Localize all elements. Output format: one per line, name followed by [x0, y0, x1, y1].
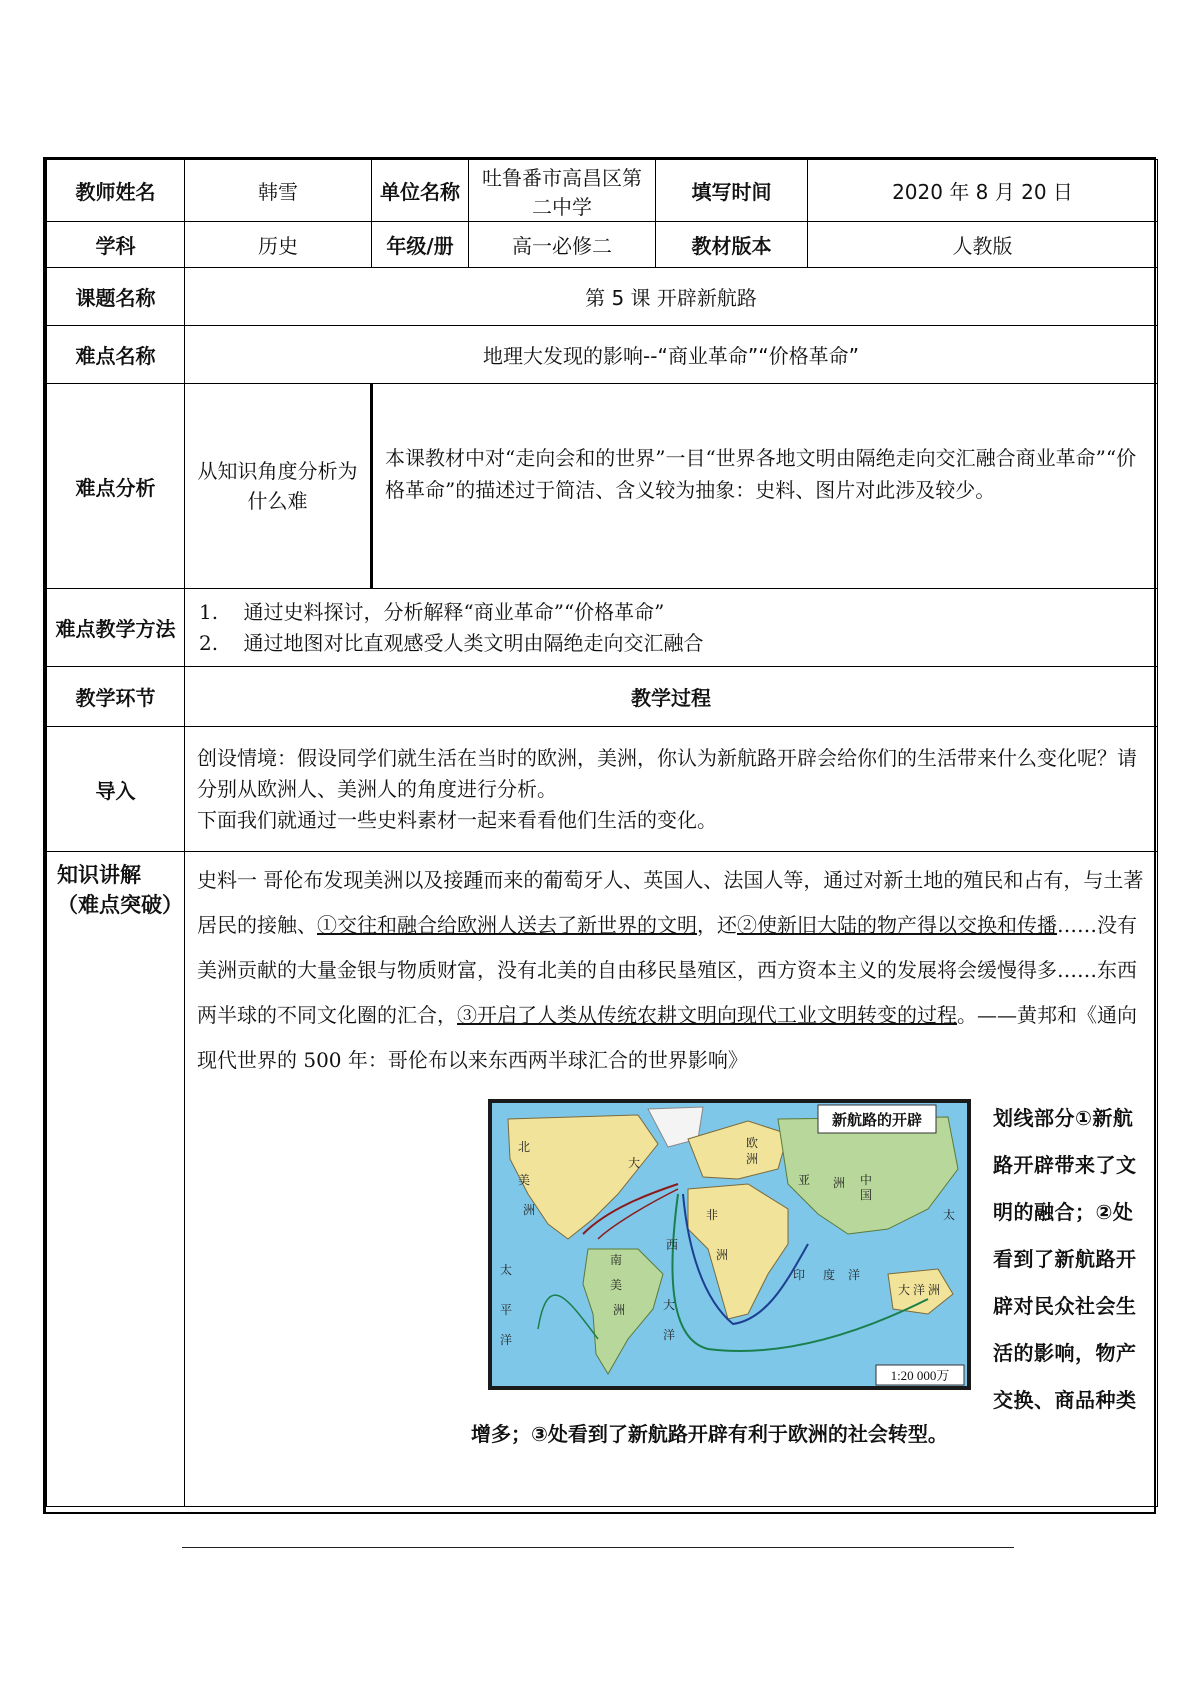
- knowledge-text-b: ，还: [697, 913, 737, 937]
- map-label-18: 大: [663, 1298, 676, 1312]
- map-label-11: 洲: [716, 1248, 729, 1262]
- map-label-14: 洲: [613, 1303, 626, 1317]
- map-title: 新航路的开辟: [831, 1112, 923, 1129]
- intro-text-1: 创设情境：假设同学们就生活在当时的欧洲，美洲，你认为新航路开辟会给你们的生活带来什么变化呢？请分别从欧洲人、美洲人的角度进行分析。: [197, 745, 1137, 801]
- header-row-2: [47, 222, 1158, 268]
- map-label-5: 洲: [746, 1152, 759, 1166]
- knowledge-label-line2: （难点突破）: [57, 893, 183, 917]
- map-label-8: 中: [860, 1173, 873, 1187]
- map-label-0: 北: [518, 1140, 531, 1154]
- header-row-1: [47, 160, 1158, 222]
- map-label-10: 非: [706, 1208, 719, 1222]
- footer-divider: [182, 1547, 1014, 1548]
- intro-text-2: 下面我们就通过一些史料素材一起来看看他们生活的变化。: [197, 807, 717, 832]
- map-label-16: 平: [500, 1303, 513, 1317]
- note-line-1: 划线部分①新航: [993, 1106, 1134, 1130]
- map-label-7: 洲: [833, 1176, 846, 1190]
- map-label-12: 南: [610, 1253, 623, 1267]
- date-label: 填写时间: [656, 160, 808, 222]
- difficulty-label: 难点名称: [47, 326, 185, 384]
- analysis-label: 难点分析: [47, 384, 185, 589]
- intro-row: [47, 727, 1158, 852]
- map-scale: 1:20 000万: [890, 1368, 950, 1383]
- note-line-3: 明的融合；②处: [993, 1200, 1134, 1224]
- teacher-label: 教师姓名: [47, 160, 185, 222]
- map-side-note: [993, 1095, 1141, 1424]
- grade-value: 高一必修二: [469, 222, 656, 268]
- analysis-row: [47, 384, 1158, 589]
- map-label-25: 洋: [913, 1283, 926, 1297]
- analysis-sublabel-line1: 从知识角度分析为: [197, 459, 358, 483]
- unit-value: [469, 160, 656, 222]
- knowledge-text-a: 史料一 哥伦布发现美洲以及接踵而来的葡萄牙人、英国人、法国人等，通过对新土地的殖民和占有，与土著居民的接触、: [197, 868, 1144, 937]
- note-line-6: 活的影响，物产: [993, 1341, 1137, 1365]
- textbook-label: 教材版本: [656, 222, 808, 268]
- analysis-text: 本课教材中对“走向会和的世界”一目“世界各地文明由隔绝走向交汇融合商业革命”“价格革命”的描述过于简洁、含义较为抽象：史料、图片对此涉及较少。: [385, 446, 1137, 502]
- process-header-row: [47, 667, 1158, 727]
- analysis-text-cell: [372, 384, 1158, 589]
- method-item-1: 1. 通过史料探讨，分析解释“商业革命”“价格革命”: [199, 599, 665, 624]
- map-label-19: 西: [666, 1238, 679, 1252]
- unit-value-line1: 吐鲁番市高昌区第: [482, 165, 642, 190]
- topic-value: 第 5 课 开辟新航路: [185, 268, 1158, 326]
- voyages-map-svg: [488, 1099, 971, 1390]
- date-value: 2020 年 8 月 20 日: [808, 160, 1158, 222]
- analysis-sublabel-line2: 什么难: [247, 489, 308, 513]
- knowledge-text-c: ……没有美洲贡献的大量金银与物质财富，没有北美的自由移民垦殖区，西方资本主义的发展将会缓慢得多……东西两半球的不同文化圈的汇合，: [197, 913, 1137, 1027]
- note-line-5: 辟对民众社会生: [993, 1294, 1137, 1318]
- knowledge-text-d: 。——黄邦和《通向现代世界的 500 年：哥伦布以来东西两半球汇合的世界影响》: [197, 1003, 1137, 1072]
- teacher-value: 韩雪: [185, 160, 372, 222]
- map-label-22: 度: [823, 1268, 836, 1282]
- subject-value: 历史: [185, 222, 372, 268]
- knowledge-label-cell: [47, 852, 185, 1507]
- method-row: [47, 589, 1158, 667]
- method-label: 难点教学方法: [47, 589, 185, 667]
- textbook-value: 人教版: [808, 222, 1158, 268]
- map-label-23: 洋: [848, 1268, 861, 1282]
- intro-label: 导入: [47, 727, 185, 852]
- map-label-6: 亚: [798, 1173, 811, 1187]
- subject-label: 学科: [47, 222, 185, 268]
- knowledge-paragraph: [197, 858, 1145, 1083]
- map-label-24: 大: [898, 1283, 911, 1297]
- topic-row: [47, 268, 1158, 326]
- grade-label: 年级/册: [372, 222, 469, 268]
- map-label-2: 洲: [523, 1203, 536, 1217]
- knowledge-label-line1: 知识讲解: [57, 863, 141, 887]
- underline-1: ①交往和融合给欧洲人送去了新世界的文明: [317, 913, 697, 937]
- voyages-map: [488, 1099, 971, 1390]
- conclusion-line: 增多；③处看到了新航路开辟有利于欧洲的社会转型。: [471, 1422, 948, 1446]
- map-label-13: 美: [610, 1278, 623, 1292]
- map-label-20: 洋: [663, 1328, 676, 1342]
- method-item-2: 2. 通过地图对比直观感受人类文明由隔绝走向交汇融合: [199, 630, 704, 655]
- note-line-7: 交换、商品种类: [993, 1388, 1137, 1412]
- intro-cell: [185, 727, 1158, 852]
- map-label-4: 欧: [746, 1136, 759, 1150]
- unit-value-line2: 二中学: [532, 194, 592, 219]
- map-label-9: 国: [860, 1188, 873, 1202]
- process-value: 教学过程: [185, 667, 1158, 727]
- map-label-3: 大: [628, 1156, 641, 1170]
- method-items: [185, 589, 1158, 667]
- difficulty-row: [47, 326, 1158, 384]
- underline-3: ③开启了人类从传统农耕文明向现代工业文明转变的过程: [457, 1003, 957, 1027]
- topic-label: 课题名称: [47, 268, 185, 326]
- difficulty-value: 地理大发现的影响--“商业革命”“价格革命”: [185, 326, 1158, 384]
- analysis-sublabel: [185, 384, 372, 589]
- map-label-26: 洲: [928, 1283, 941, 1297]
- map-label-1: 美: [518, 1173, 531, 1187]
- map-label-15: 太: [500, 1263, 513, 1277]
- unit-label: 单位名称: [372, 160, 469, 222]
- map-label-17: 洋: [500, 1333, 513, 1347]
- note-line-2: 路开辟带来了文: [993, 1153, 1137, 1177]
- note-line-4: 看到了新航路开: [993, 1247, 1137, 1271]
- underline-2: ②使新旧大陆的物产得以交换和传播: [737, 913, 1057, 937]
- map-label-27: 太: [943, 1208, 956, 1222]
- process-label: 教学环节: [47, 667, 185, 727]
- map-label-21: 印: [793, 1268, 806, 1282]
